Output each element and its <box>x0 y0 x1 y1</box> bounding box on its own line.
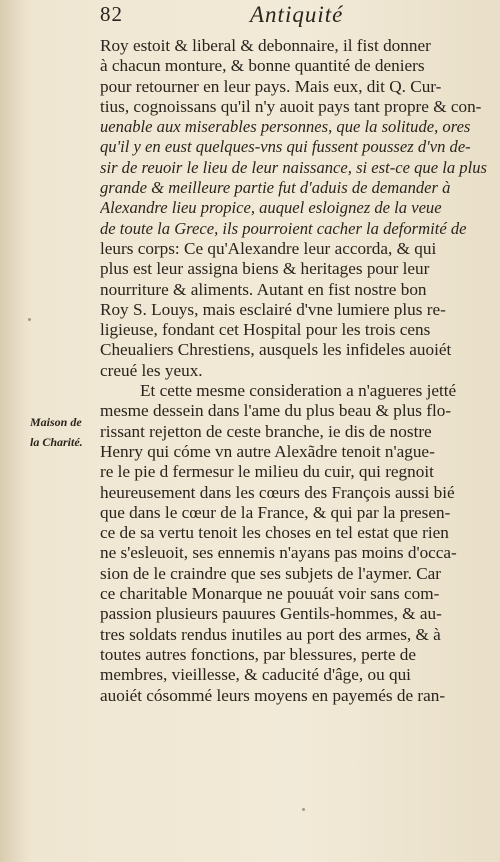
text-line: sion de le craindre que ses subjets de l'aymer. Car <box>100 563 442 583</box>
text-line: que dans le cœur de la France, & qui par la presen- <box>100 502 451 522</box>
text-line: ne s'esleuoit, ses ennemis n'ayans pas moins d'occa- <box>100 543 457 563</box>
page-header <box>100 2 490 36</box>
text-line: heureusement dans les cœurs des François aussi bié <box>100 482 455 502</box>
margin-note-line: Maison de <box>30 415 82 429</box>
margin-note-line: la Charité. <box>30 435 83 449</box>
running-title: Antiquité <box>250 2 344 27</box>
text-line: uenable aux miserables personnes, que la solitude, ores <box>100 117 471 137</box>
text-line: Alexandre lieu propice, auquel esloignez de la veue <box>100 198 442 218</box>
text-line: sir de reuoir le lieu de leur naissance, si est-ce que la plus <box>100 157 487 177</box>
text-line: pour retourner en leur pays. Mais eux, dit Q. Cur- <box>100 76 442 96</box>
paper-speck <box>28 318 31 321</box>
text-line: tres soldats rendus inutiles au port des armes, & à <box>100 624 441 644</box>
text-line: mesme dessein dans l'ame du plus beau & plus flo- <box>100 401 452 421</box>
text-line: creué les yeux. <box>100 360 203 380</box>
text-line: passion plusieurs pauures Gentils-hommes, & au- <box>100 604 442 624</box>
paper-speck <box>302 808 305 811</box>
text-line: auoiét cósommé leurs moyens en payemés de ran- <box>100 685 446 705</box>
text-line: de toute la Grece, ils pourroient cacher la deformité de <box>100 218 467 238</box>
text-line: plus est leur assigna biens & heritages pour leur <box>100 259 430 279</box>
text-line: rissant rejetton de ceste branche, ie dis de nostre <box>100 421 432 441</box>
text-line: re le pie d fermesur le milieu du cuir, qui regnoit <box>100 462 434 482</box>
margin-note <box>30 412 100 452</box>
text-line: membres, vieillesse, & caducité d'âge, ou qui <box>100 665 411 685</box>
page-number: 82 <box>100 2 123 26</box>
text-line: Henry qui cóme vn autre Alexãdre tenoit n'ague- <box>100 441 435 461</box>
text-line: Roy estoit & liberal & debonnaire, il fist donner <box>100 36 431 55</box>
text-line: toutes autres fonctions, par blessures, perte de <box>100 644 416 664</box>
body-text <box>100 36 490 706</box>
text-line: leurs corps: Ce qu'Alexandre leur accorda, & qui <box>100 238 437 258</box>
text-line: tius, cognoissans qu'il n'y auoit pays tant propre & con- <box>100 96 482 116</box>
text-line: grande & meilleure partie fut d'aduis de demander à <box>100 178 451 198</box>
text-line: ligieuse, fondant cet Hospital pour les trois cens <box>100 320 431 340</box>
text-line: Roy S. Louys, mais esclairé d'vne lumiere plus re- <box>100 299 446 319</box>
text-line: qu'il y en eust quelques-vns qui fussent poussez d'vn de- <box>100 137 471 157</box>
text-line: ce de sa vertu tenoit les choses en tel estat que rien <box>100 523 449 543</box>
text-line: à chacun monture, & bonne quantité de deniers <box>100 56 425 76</box>
text-line: ce charitable Monarque ne pouuát voir sans com- <box>100 584 440 604</box>
text-line: nourriture & aliments. Autant en fist nostre bon <box>100 279 427 299</box>
text-line: Et cette mesme consideration a n'agueres jetté <box>140 381 457 401</box>
text-line: Cheualiers Chrestiens, ausquels les infideles auoiét <box>100 340 452 360</box>
